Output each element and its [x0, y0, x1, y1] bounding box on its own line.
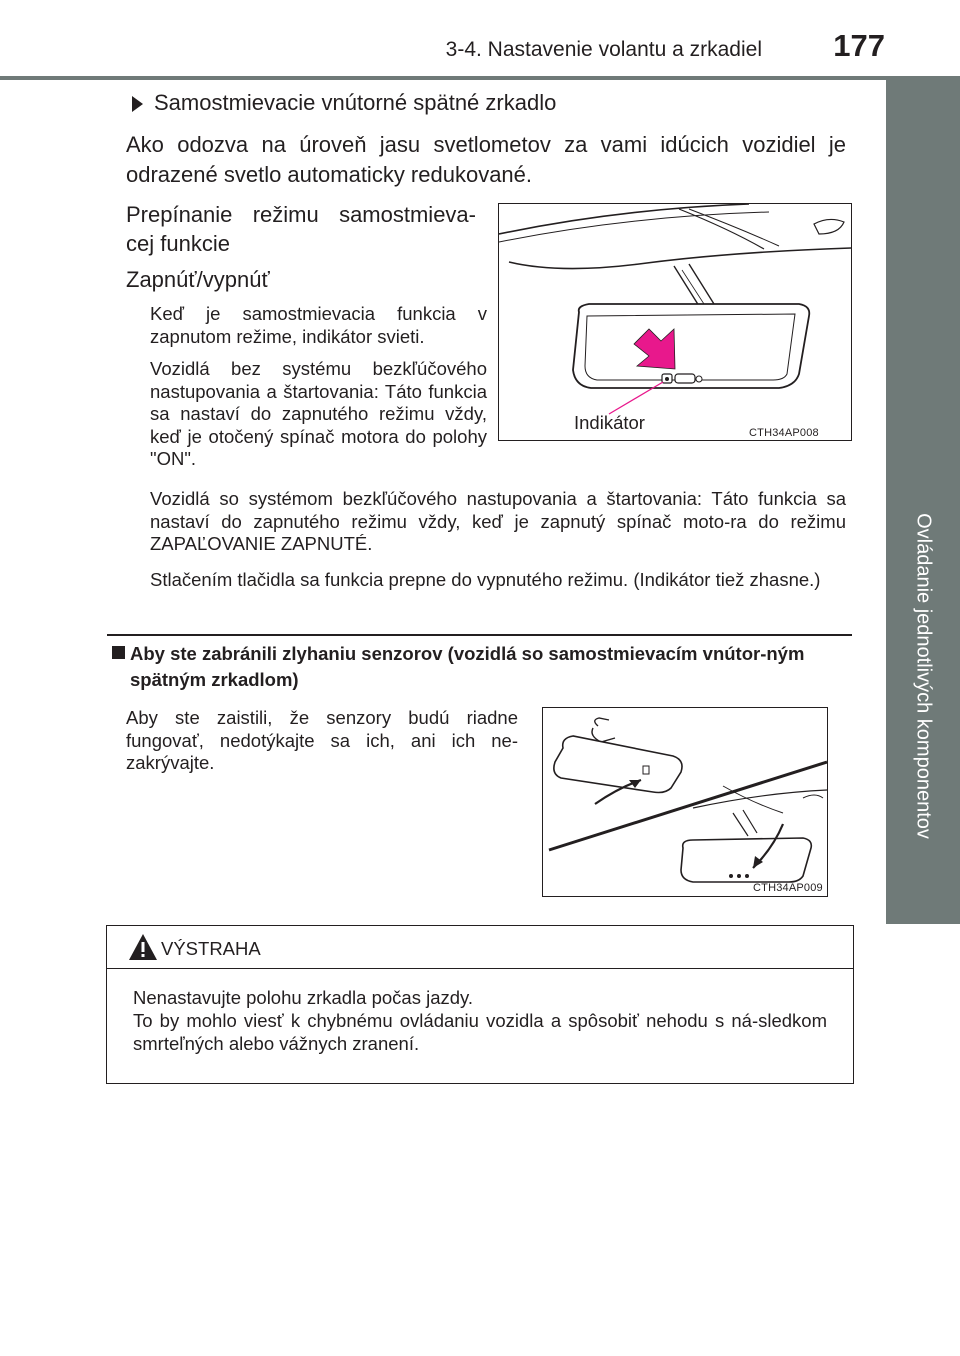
bullet-square-icon [112, 646, 125, 659]
mirror-illustration-1 [499, 204, 851, 440]
figure-code-1: CTH34AP008 [749, 427, 819, 439]
press-button-note: Stlačením tlačidla sa funkcia prepne do vypnutého režimu. (Indikátor tiež zhasne.) [150, 569, 821, 590]
indicator-label: Indikátor [574, 412, 645, 433]
with-smart-key-note: Vozidlá so systémom bezkľúčového nastupovania a štartovania: Táto funkcia sa nastaví do zapnutého režimu vždy, keď je zapnutý spínač moto-ra do režimu ZAPAĽOVANIE ZAPNUTÉ. [150, 488, 846, 554]
warning-box [106, 925, 854, 1084]
warning-line-2: To by mohlo viesť k chybnému ovládaniu vozidla a spôsobiť nehodu s ná-sledkom smrteľných alebo vážnych zranení. [133, 1010, 827, 1054]
mirror-figure-1 [498, 203, 852, 441]
mirror-illustration-2 [543, 708, 827, 896]
intro-line-2: odrazené svetlo automaticky redukované. [126, 162, 533, 187]
page-number: 177 [833, 28, 885, 63]
bullet-triangle-icon [132, 96, 143, 112]
warning-title-bar [107, 926, 853, 969]
warning-text [133, 986, 827, 1055]
chapter-tab-upper [886, 80, 960, 428]
header-rule [0, 76, 960, 80]
figure-code-2: CTH34AP009 [753, 882, 823, 894]
auto-dimming-heading: Samostmievacie vnútorné spätné zrkadlo [154, 90, 557, 115]
switch-line-2: cej funkcie [126, 231, 230, 256]
on-off-label: Zapnúť/vypnúť [126, 267, 270, 292]
switch-line-1: Prepínanie režimu samostmieva- [126, 202, 476, 227]
warning-triangle-icon [127, 932, 159, 962]
sensor-heading: Aby ste zabránili zlyhaniu senzorov (vozidlá so samostmievacím vnútor-ným spätným zrkadlom) [130, 643, 805, 690]
chapter-label: Ovládanie jednotlivých komponentov [912, 513, 935, 839]
indicator-note: Keď je samostmievacia funkcia v zapnutom režime, indikátor svieti. [150, 303, 487, 347]
section-divider [107, 634, 852, 636]
sensor-body: Aby ste zaistili, že senzory budú riadne fungovať, nedotýkajte sa ich, ani ich ne-zakrývajte. [126, 707, 518, 773]
mirror-figure-2 [542, 707, 828, 897]
intro-line-1: Ako odozva na úroveň jasu svetlometov za vami idúcich vozidiel je [126, 132, 846, 157]
warning-line-1: Nenastavujte polohu zrkadla počas jazdy. [133, 987, 474, 1008]
without-smart-key-note: Vozidlá bez systému bezkľúčového nastupovania a štartovania: Táto funkcia sa nastaví do zapnutého režimu vždy, keď je otočený spínač motora do polohy "ON". [150, 358, 487, 469]
section-title: 3-4. Nastavenie volantu a zrkadiel [445, 38, 762, 61]
warning-title: VÝSTRAHA [161, 938, 261, 959]
